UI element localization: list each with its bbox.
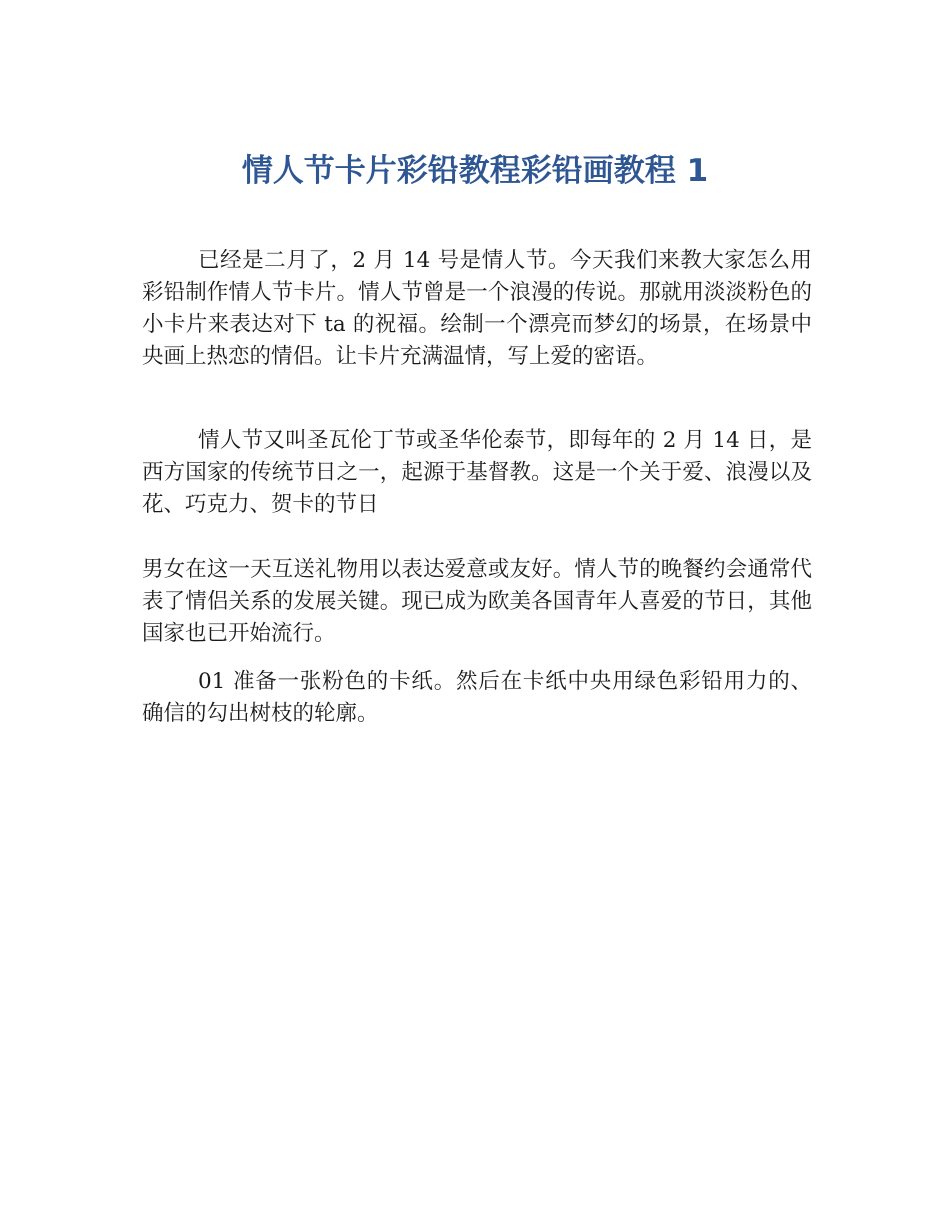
paragraph-history: 情人节又叫圣瓦伦丁节或圣华伦泰节，即每年的 2 月 14 日，是西方国家的传统节日之一，起源于基督教。这是一个关于爱、浪漫以及花、巧克力、贺卡的节日 — [142, 428, 812, 517]
paragraph-step-01: 01 准备一张粉色的卡纸。然后在卡纸中央用绿色彩铅用力的、确信的勾出树枝的轮廓。 — [142, 669, 812, 726]
paragraph-customs: 男女在这一天互送礼物用以表达爱意或友好。情人节的晚餐约会通常代表了情侣关系的发展关键。现已成为欧美各国青年人喜爱的节日，其他国家也已开始流行。 — [142, 557, 812, 646]
document-title: 情人节卡片彩铅教程彩铅画教程 1 — [241, 153, 709, 189]
paragraph-intro: 已经是二月了，2 月 14 号是情人节。今天我们来教大家怎么用彩铅制作情人节卡片。情人节曾是一个浪漫的传说。那就用淡淡粉色的小卡片来表达对下 ta 的祝福。绘制一个漂亮而梦幻的场景，在场景中央画上热恋的情侣。让卡片充满温情，写上爱的密语。 — [142, 248, 812, 369]
